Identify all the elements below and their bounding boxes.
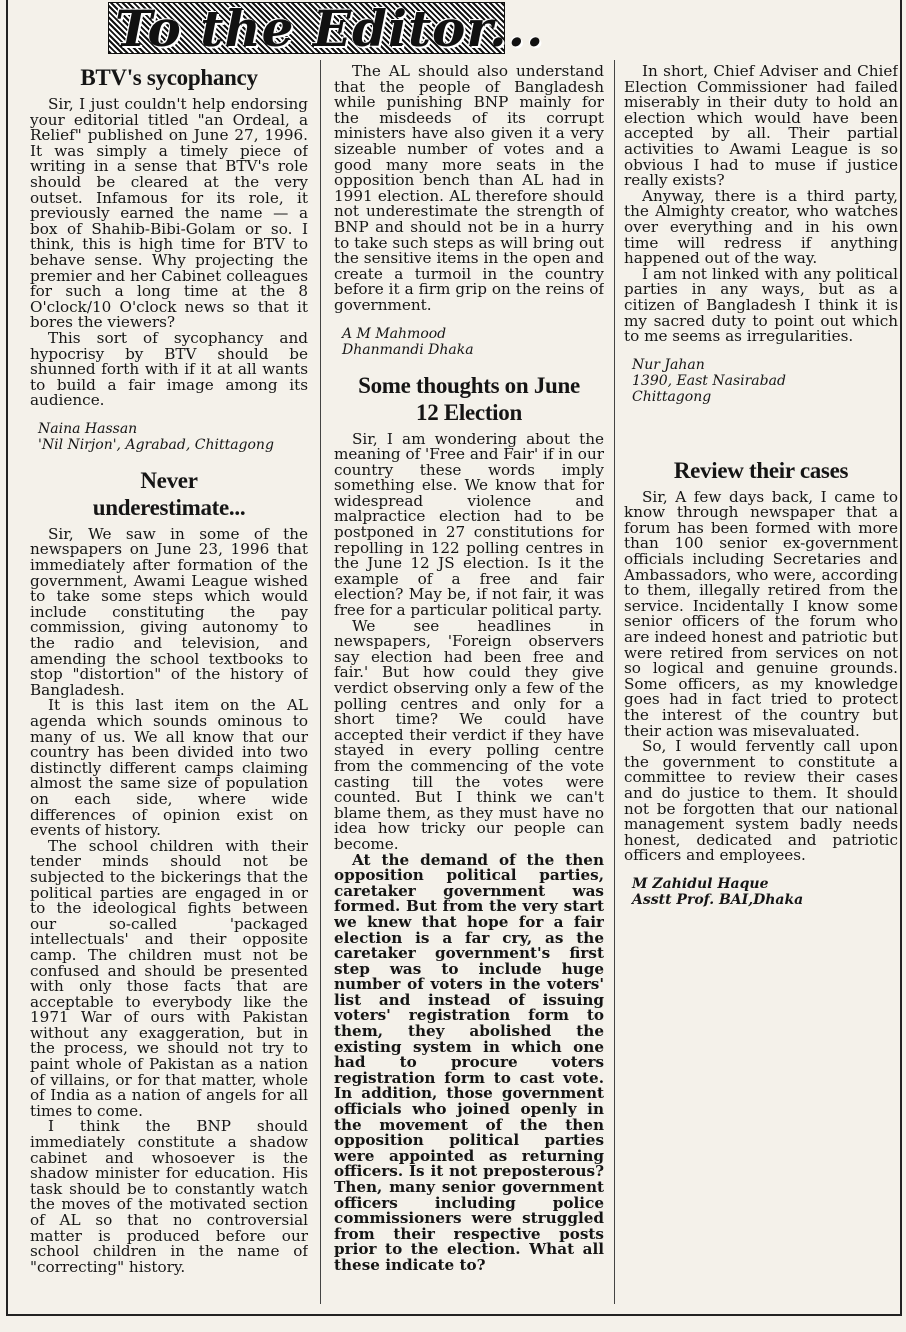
letter-paragraph: Sir, I am wondering about the meaning of 'Free and Fair' if in our country these words imply something else. We know that for widespread violence and malpractice election had to be postponed in 27 constitutions for repolling in 122 polling centres in the June 12 JS election. Is it the example of a free and fair election? May be, if not fair, it was free for a particular political party.	[334, 429, 604, 620]
letter-paragraph: The school children with their tender minds should not be subjected to the bickerings that the political parties are engaged in or to the ideological fights between our so-called 'packaged intellectuals' and their opposite camp. The children must not be confused and should be presented with only those facts that are acceptable to everybody like the 1971 War of ours with Pakistan without any exaggeration, but in the process, we should not try to paint whole of Pakistan as a nation of villains, or for that matter, whole of India as a nation of angels for all times to come.	[30, 836, 308, 1120]
letter-address: Chittagong	[632, 388, 712, 405]
letter-paragraph: Sir, I just couldn't help endorsing your editorial titled "an Ordeal, a Relief" published on June 27, 1996. It was simply a timely piece of writing in a sense that BTV's role should be cleared at the very outset. Infamous for its role, it previously earned the name — a box of Shahib-Bibi-Golam or so. I think, this is high time for BTV to behave sense. Why projecting the premier and her Cabinet colleagues for such a long time at the 8 O'clock/10 O'clock news so that it bores the viewers?	[30, 95, 308, 332]
letter-address: Dhanmandi Dhaka	[342, 341, 474, 358]
letter-author: A M Mahmood	[342, 325, 447, 342]
letter-paragraph: At the demand of the then opposition political parties, caretaker government was formed. But from the very start we knew that hope for a fair election is a far cry, as the caretaker government's first step was to include huge number of voters in the voters' list and instead of issuing voters' registration form to them, they abolished the existing system in which one had to procure voters registration form to cast vote. In addition, those government officials who joined openly in the movement of the then opposition political parties were appointed as returning officers. Is it not preposterous? Then, many senior government officers including police commissioners were struggled from their respective posts prior to the election. What all these indicate to?	[334, 850, 604, 1274]
letter-signature	[342, 326, 604, 358]
letter-signature	[38, 421, 308, 453]
letter-paragraph: Sir, A few days back, I came to know through newspaper that a forum has been formed with more than 100 senior ex-government officials including Secretaries and Ambassadors, who were, according to them, illegally retired from the service. Incidentally I know some senior officers of the forum who are indeed honest and patriotic but were retired from services on not so logical and genuine grounds. Some officers, as my knowledge goes had in fact tried to protect the interest of the country but their action was misevaluated.	[624, 487, 898, 740]
letter-author: M Zahidul Haque	[632, 875, 769, 892]
letter-paragraph: I think the BNP should immediately constitute a shadow cabinet and whosoever is the shadow minister for education. His task should be to constantly watch the moves of the motivated section of AL so that no controversial matter is produced before our school children in the name of "correcting" history.	[30, 1117, 308, 1276]
spacer	[624, 419, 898, 453]
letter-never-underestimate	[30, 467, 308, 1276]
letter-btv-sycophancy	[30, 64, 308, 453]
letter-paragraph: Anyway, there is a third party, the Almighty creator, who watches over everything and in his own time will redress if anything happened out of the way.	[624, 186, 898, 268]
column-rule	[614, 60, 615, 1304]
letter-headline: BTV's sycophancy	[80, 65, 258, 90]
letter-review-their-cases	[624, 457, 898, 908]
letter-paragraph: I am not linked with any political parties in any ways, but as a citizen of Bangladesh I think it is my sacred duty to point out which to me seems as irregularities.	[624, 264, 898, 346]
letter-headline: Never underestimate...	[92, 467, 246, 520]
letter-address: 'Nil Nirjon', Agrabad, Chittagong	[38, 436, 274, 453]
letter-paragraph: In short, Chief Adviser and Chief Election Commissioner had failed miserably in their duty to hold an election which would have been accepted by all. Their partial activities to Awami League is so obvious I had to muse if justice really exists?	[624, 64, 898, 190]
letter-paragraph: The AL should also understand that the people of Bangladesh while punishing BNP mainly for the misdeeds of its corrupt ministers have also given it a very sizeable number of votes and a good many more seats in the opposition bench than AL had in 1991 election. AL therefore should not underestimate the strength of BNP and should not be in a hurry to take such steps as will bring out the sensitive items in the open and create a turmoil in the country before it a firm grip on the reins of government.	[334, 64, 604, 314]
letter-address: Asstt Prof. BAI,Dhaka	[632, 891, 804, 908]
letter-author: Nur Jahan	[632, 356, 705, 373]
letter-address: 1390, East Nasirabad	[632, 372, 786, 389]
letter-paragraph: We see headlines in newspapers, 'Foreign observers say election had been free and fair.' But how could they give verdict observing only a few of the polling centres and only for a short time? We could have accepted their verdict if they have stayed in every polling centre from the commencing of the vote casting till the votes were counted. But I think we can't blame them, as they must have no idea how tricky our people can become.	[334, 616, 604, 853]
section-title: To the Editor...	[115, 0, 545, 58]
column-2	[334, 64, 604, 1308]
letter-author: Naina Hassan	[38, 420, 138, 437]
section-banner	[108, 0, 545, 58]
column-1	[30, 60, 308, 1308]
letter-paragraph: This sort of sycophancy and hypocrisy by BTV should be shunned forth with if it at all wants to build a fair image among its audience.	[30, 328, 308, 410]
letter-paragraph: It is this last item on the AL agenda which sounds ominous to many of us. We all know that our country has been divided into two distinctly different camps claiming almost the same size of population on each side, where wide differences of opinion exist on events of history.	[30, 696, 308, 840]
letter-june-12-election	[334, 372, 604, 1274]
letter-signature	[632, 357, 898, 405]
letter-signature	[632, 876, 898, 908]
letter-headline: Review their cases	[673, 457, 849, 483]
column-3	[624, 64, 898, 1308]
column-rule	[320, 60, 321, 1304]
letter-paragraph: Sir, We saw in some of the newspapers on June 23, 1996 that immediately after formation of the government, Awami League wished to take some steps which would include constituting the pay commission, giving autonomy to the radio and television, and amending the school textbooks to stop "distortion" of the history of Bangladesh.	[30, 524, 308, 699]
newspaper-page	[6, 0, 902, 1316]
letter-paragraph: So, I would fervently call upon the government to constitute a committee to review their cases and do justice to them. It should not be forgotten that our national management system badly needs honest, dedicated and patriotic officers and employees.	[624, 737, 898, 865]
letter-headline: Some thoughts on June 12 Election	[358, 372, 580, 425]
